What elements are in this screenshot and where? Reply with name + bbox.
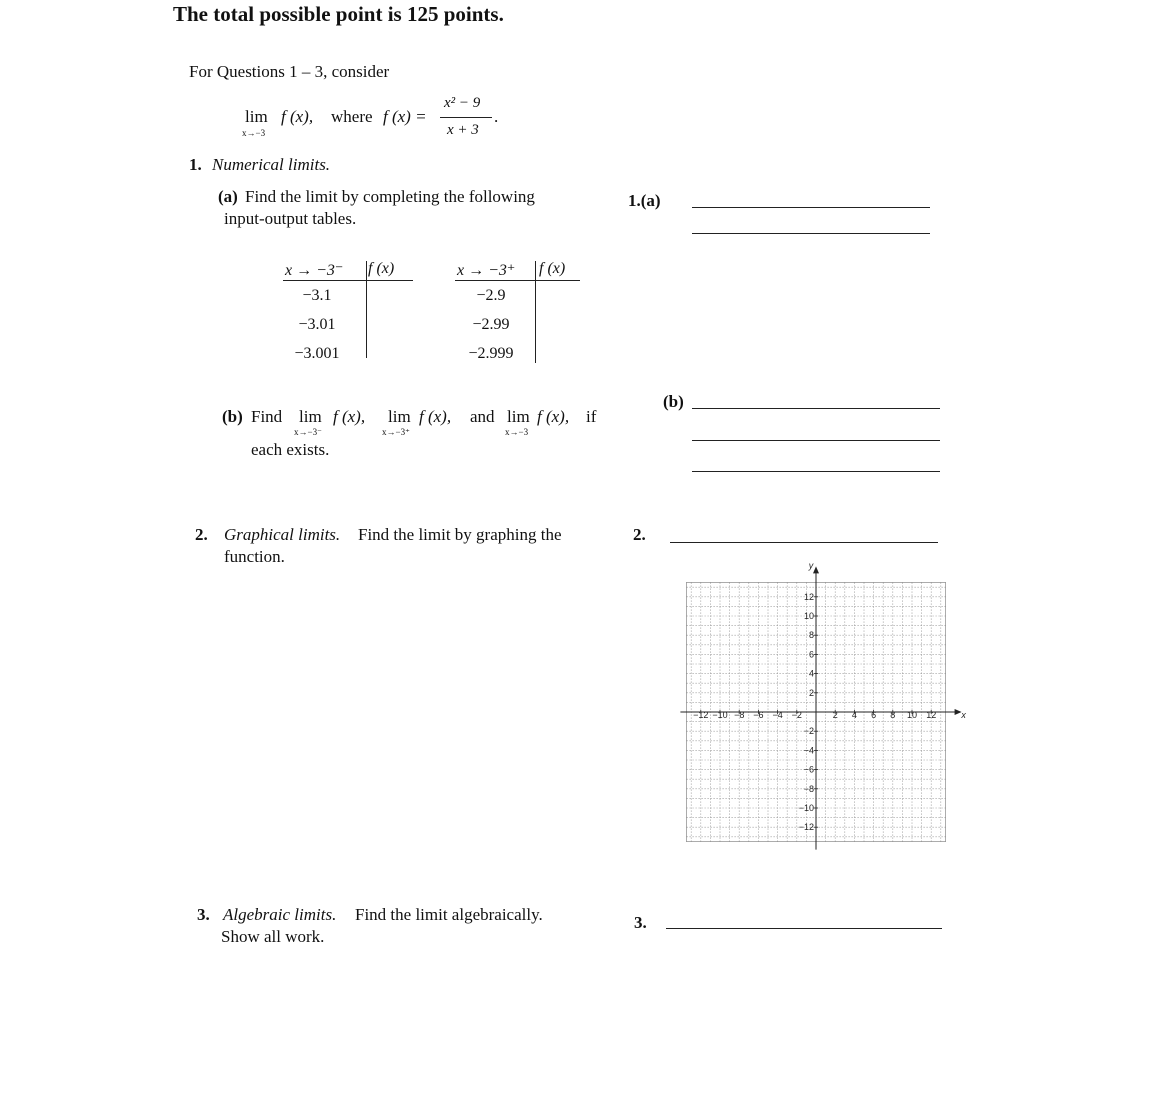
x-tick-label: −2 xyxy=(791,710,802,720)
x-tick-label: −6 xyxy=(753,710,764,720)
q1a-text-line2: input-output tables. xyxy=(224,209,357,228)
q1b-line2: each exists. xyxy=(251,440,330,459)
intro-text: For Questions 1 – 3, consider xyxy=(189,62,390,81)
x-tick-label: 4 xyxy=(851,710,857,720)
table-right-header-x: x → −3⁺ xyxy=(457,262,516,279)
y-tick-label: 2 xyxy=(808,687,814,698)
y-tick-label: −8 xyxy=(803,783,814,794)
y-tick-label: 8 xyxy=(808,630,814,641)
y-tick-label: −12 xyxy=(798,822,814,833)
q1a-answer-line-1[interactable] xyxy=(692,207,930,208)
function-definition-lhs: f (x) = xyxy=(383,107,427,126)
q3-answer-line[interactable] xyxy=(666,928,942,929)
x-tick-label: 2 xyxy=(832,710,838,720)
table-left-divider xyxy=(366,261,367,358)
q1a-answer-line-2[interactable] xyxy=(692,233,930,234)
y-tick-label: −10 xyxy=(798,803,814,813)
y-axis-label: y xyxy=(808,560,814,571)
x-tick-label: −12 xyxy=(693,710,709,720)
q3-number: 3. xyxy=(197,905,210,924)
table-right-row-2: −2.99 xyxy=(472,316,510,333)
q1a-answer-label: 1.(a) xyxy=(628,191,661,210)
q1b-label: (b) xyxy=(222,407,243,426)
q1b-lim-1: lim xyxy=(299,407,322,426)
q1b-lim-3-sub: x→−3 xyxy=(505,427,529,437)
y-tick-label: 4 xyxy=(808,668,814,679)
fraction-denominator: x + 3 xyxy=(447,122,479,138)
table-left-header-fx: f (x) xyxy=(368,260,395,277)
table-right-header-fx: f (x) xyxy=(539,260,566,277)
coordinate-grid[interactable] xyxy=(680,556,965,848)
q1b-fx-1: f (x), xyxy=(333,407,366,426)
q2-text-line2: function. xyxy=(224,547,285,566)
q1-title: Numerical limits. xyxy=(212,155,331,174)
x-tick-label: 8 xyxy=(890,710,896,720)
q3-title: Algebraic limits. xyxy=(223,905,337,924)
table-left-row-1: −3.1 xyxy=(302,287,332,304)
table-right-header-rule xyxy=(455,280,580,281)
q1b-lim-2: lim xyxy=(388,407,411,426)
table-left-row-3: −3.001 xyxy=(294,345,340,362)
table-right-row-1: −2.9 xyxy=(476,287,506,304)
table-left-header-x: x → −3⁻ xyxy=(285,262,344,279)
x-tick-label: −8 xyxy=(734,710,745,720)
page-title: The total possible point is 125 points. xyxy=(173,2,504,26)
q1b-fx-2: f (x), xyxy=(419,407,452,426)
q2-answer-line[interactable] xyxy=(670,542,938,543)
where-word: where xyxy=(331,107,373,126)
q1a-text-line1: Find the limit by completing the following xyxy=(245,187,535,206)
limit-word: lim xyxy=(245,107,268,126)
x-tick-label: −10 xyxy=(712,710,728,720)
x-axis-label: x xyxy=(961,710,966,720)
y-tick-label: −2 xyxy=(803,726,814,737)
q1b-lim-2-sub: x→−3⁺ xyxy=(382,427,410,437)
q3-text-line1: Find the limit algebraically. xyxy=(355,905,543,924)
x-tick-label: 6 xyxy=(871,710,877,720)
q1-number: 1. xyxy=(189,155,202,174)
q1b-if: if xyxy=(586,407,597,426)
q1b-fx-3: f (x), xyxy=(537,407,570,426)
q1b-answer-line-2[interactable] xyxy=(692,440,940,441)
table-right-row-3: −2.999 xyxy=(468,345,514,362)
q1b-lim-3: lim xyxy=(507,407,530,426)
table-left-header-rule xyxy=(283,280,413,281)
q2-text-line1: Find the limit by graphing the xyxy=(358,525,562,544)
q3-answer-label: 3. xyxy=(634,913,647,932)
q3-text-line2: Show all work. xyxy=(221,927,325,946)
q1b-lim-1-sub: x→−3⁻ xyxy=(294,427,322,437)
q2-title: Graphical limits. xyxy=(224,525,341,544)
function-name: f (x), xyxy=(281,107,314,126)
fraction-numerator: x² − 9 xyxy=(444,95,481,111)
period: . xyxy=(494,107,499,126)
q1b-answer-line-3[interactable] xyxy=(692,471,940,472)
q2-number: 2. xyxy=(195,525,208,544)
limit-subscript: x→−3 xyxy=(242,128,266,138)
x-tick-label: 12 xyxy=(926,710,937,720)
fraction-bar xyxy=(440,117,492,118)
q1a-label: (a) xyxy=(218,187,238,206)
q2-answer-label: 2. xyxy=(633,525,646,544)
y-tick-label: 6 xyxy=(808,649,814,660)
y-axis-arrow xyxy=(813,566,819,573)
q1b-find: Find xyxy=(251,407,283,426)
q1b-and: and xyxy=(470,407,495,426)
x-tick-label: −4 xyxy=(772,710,783,720)
table-left-row-2: −3.01 xyxy=(298,316,336,333)
y-tick-label: 12 xyxy=(803,591,814,602)
y-tick-label: 10 xyxy=(803,611,814,621)
q1b-answer-label: (b) xyxy=(663,392,684,411)
x-tick-label: 10 xyxy=(906,710,918,720)
q1b-answer-line-1[interactable] xyxy=(692,408,940,409)
y-tick-label: −6 xyxy=(803,764,814,775)
y-tick-label: −4 xyxy=(803,745,814,756)
